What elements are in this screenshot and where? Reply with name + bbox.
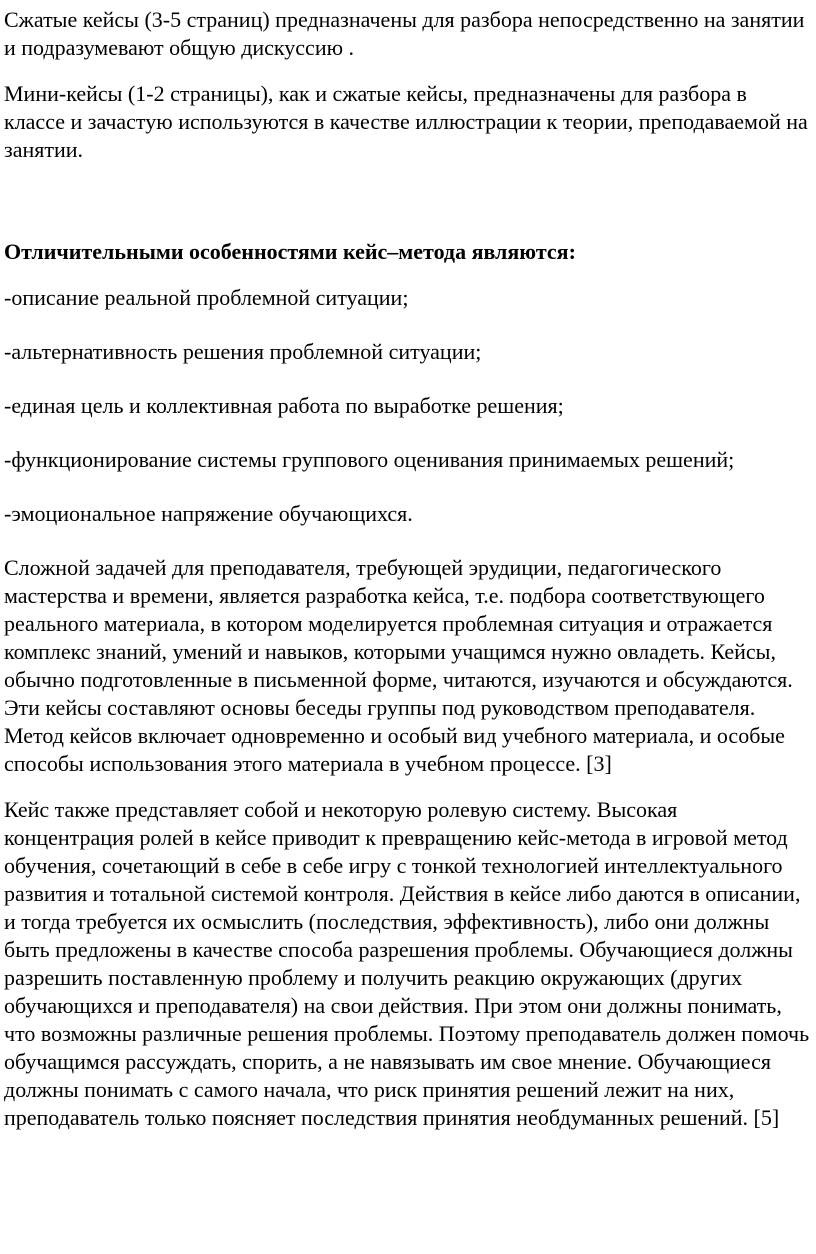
paragraph-mini-cases: Мини-кейсы (1-2 страницы), как и сжатые кейсы, предназначены для разбора в классе и зачастую используются в качестве иллюстрации к теории, преподаваемой на занятии. bbox=[4, 81, 808, 162]
paragraph-compressed-cases: Сжатые кейсы (3-5 страниц) предназначены для разбора непосредственно на занятии и подразумевают общую дискуссию . bbox=[4, 7, 805, 60]
feature-item: -функционирование системы группового оценивания принимаемых решений; bbox=[4, 447, 735, 472]
paragraph-case-development: Сложной задачей для преподавателя, требующей эрудиции, педагогического мастерства и времени, является разработка кейса, т.е. подбора соответствующего реального материала, в котором моделируется проблемная ситуация и отражается комплекс знаний, умений и навыков, которыми учащимся нужно овладеть. Кейсы, обычно подготовленные в письменной форме, читаются, изучаются и обсуждаются. Эти кейсы составляют основы беседы группы под руководством преподавателя. Метод кейсов включает одновременно и особый вид учебного материала, и особые способы использования этого материала в учебном процессе. [3] bbox=[4, 555, 793, 776]
paragraph-role-system: Кейс также представляет собой и некоторую ролевую систему. Высокая концентрация ролей в кейсе приводит к превращению кейс-метода в игровой метод обучения, сочетающий в себе в себе игру с тонкой технологией интеллектуального развития и тотальной системой контроля. Действия в кейсе либо даются в описании, и тогда требуется их осмыслить (последствия, эффективность), либо они должны быть предложены в качестве способа разрешения проблемы. Обучающиеся должны разрешить поставленную проблему и получить реакцию окружающих (других обучающихся и преподавателя) на свои действия. При этом они должны понимать, что возможны различные решения проблемы. Поэтому преподаватель должен помочь обучащимся рассуждать, спорить, а не навязывать им свое мнение. Обучающиеся должны понимать с самого начала, что риск принятия решений лежит на них, преподаватель только поясняет последствия принятия необдуманных решений. [5] bbox=[4, 797, 810, 1130]
feature-item: -единая цель и коллективная работа по выработке решения; bbox=[4, 393, 564, 418]
feature-item: -описание реальной проблемной ситуации; bbox=[4, 285, 409, 310]
spacer bbox=[4, 182, 812, 238]
feature-item: -альтернативность решения проблемной ситуации; bbox=[4, 339, 482, 364]
section-heading: Отличительными особенностями кейс–метода являются: bbox=[4, 239, 576, 264]
feature-item: -эмоциональное напряжение обучающихся. bbox=[4, 501, 413, 526]
